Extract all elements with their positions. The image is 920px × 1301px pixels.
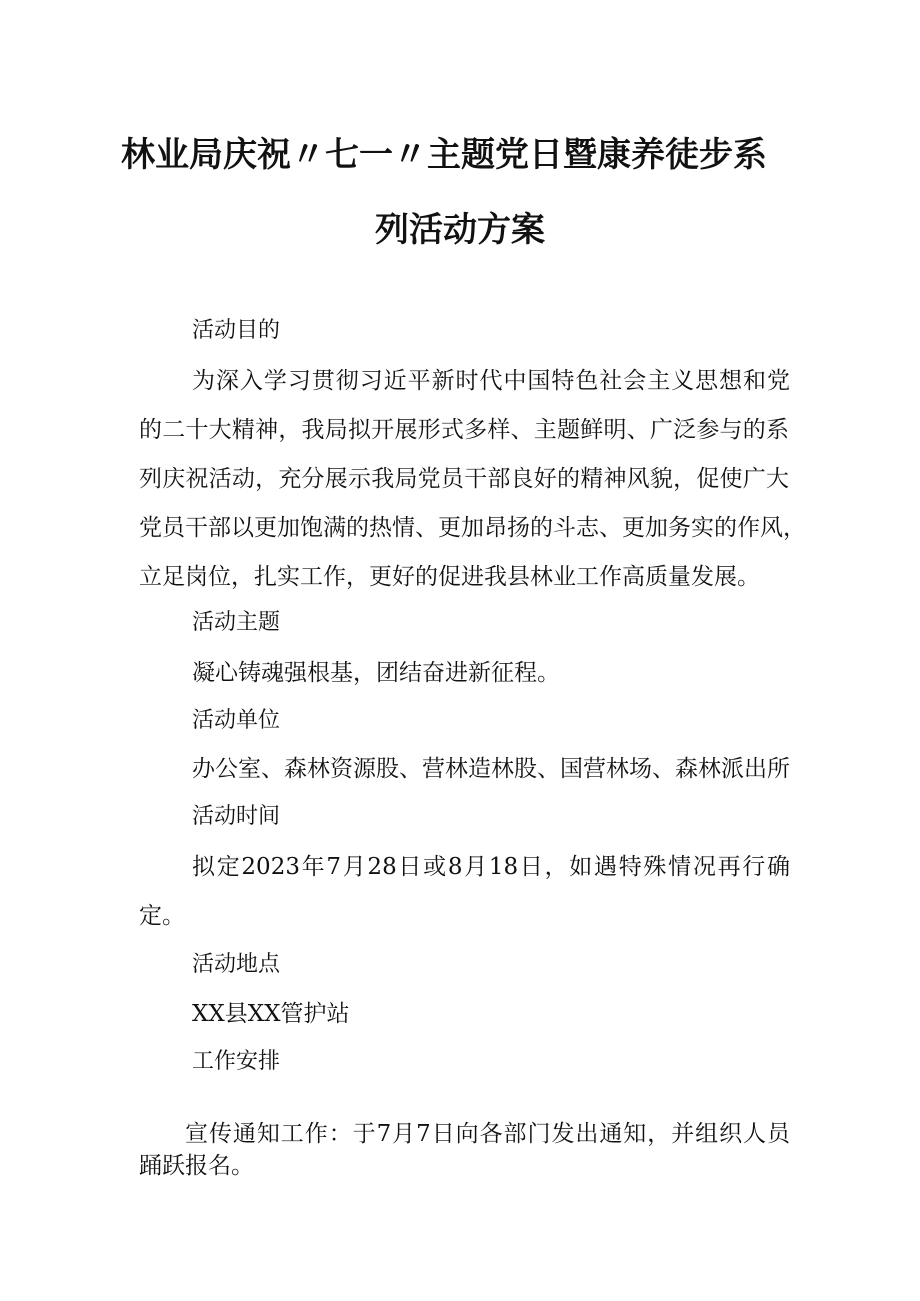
section-heading-purpose: 活动目的 bbox=[192, 318, 281, 343]
time-text-line: 拟定2023年7月28日或8月18日，如遇特殊情况再行确 bbox=[192, 854, 790, 880]
purpose-paragraph-line: 立足岗位，扎实工作，更好的促进我县林业工作高质量发展。 bbox=[139, 564, 760, 590]
purpose-paragraph-line: 党员干部以更加饱满的热情、更加昂扬的斗志、更加务实的作风， bbox=[139, 515, 806, 541]
arrangement-text-line: 宣传通知工作：于7月7日向各部门发出通知，并组织人员 bbox=[185, 1121, 790, 1147]
purpose-paragraph-line: 的二十大精神，我局拟开展形式多样、主题鲜明、广泛参与的系 bbox=[139, 417, 789, 443]
theme-text: 凝心铸魂强根基，团结奋进新征程。 bbox=[192, 660, 560, 686]
units-text: 办公室、森林资源股、营林造林股、国营林场、森林派出所 bbox=[192, 756, 790, 782]
section-heading-time: 活动时间 bbox=[192, 804, 281, 829]
arrangement-text-line: 踊跃报名。 bbox=[139, 1153, 254, 1179]
purpose-paragraph-line: 为深入学习贯彻习近平新时代中国特色社会主义思想和党 bbox=[192, 368, 790, 394]
document-title-line-1: 林业局庆祝〃七一〃主题党日暨康养徒步系 bbox=[121, 135, 767, 175]
document-title-line-2: 列活动方案 bbox=[375, 210, 545, 250]
location-text: XX县XX管护站 bbox=[192, 1001, 350, 1027]
section-heading-location: 活动地点 bbox=[192, 952, 281, 977]
purpose-paragraph-line: 列庆祝活动，充分展示我局党员干部良好的精神风貌，促使广大 bbox=[139, 466, 789, 492]
section-heading-units: 活动单位 bbox=[192, 708, 281, 733]
section-heading-theme: 活动主题 bbox=[192, 610, 281, 635]
section-heading-arrangement: 工作安排 bbox=[192, 1049, 281, 1074]
time-text-line: 定。 bbox=[139, 903, 185, 929]
